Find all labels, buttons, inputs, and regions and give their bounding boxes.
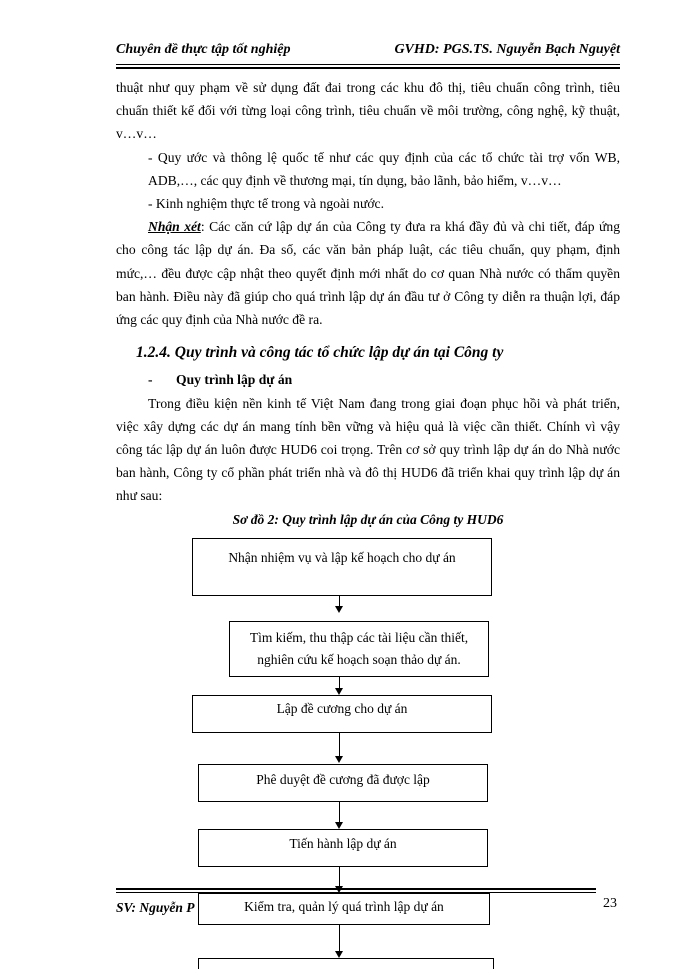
arrow-head-4 [335, 822, 343, 829]
flow-step-3-text: Lập đề cương cho dự án [276, 701, 408, 716]
flow-step-4-text: Phê duyệt đề cương đã được lập [256, 772, 430, 787]
header-advisor: GVHD: PGS.TS. Nguyễn Bạch Nguyệt [394, 42, 620, 57]
arrow-head-3 [335, 756, 343, 763]
flow-step-3 [192, 695, 492, 733]
page-number: 23 [603, 896, 617, 911]
sub-heading-text: Quy trình lập dự án [176, 372, 293, 388]
header-title: Chuyên đề thực tập tốt nghiệp [116, 42, 291, 57]
diagram-title: Sơ đồ 2: Quy trình lập dự án của Công ty HUD6 [232, 512, 504, 527]
header-rule [116, 64, 620, 65]
paragraph-remark [116, 215, 620, 331]
footer-student: SV: Nguyễn P [116, 900, 195, 915]
remark-text: : Các căn cứ lập dự án của Công ty đưa ra khá đầy đủ và chi tiết, đáp ứng cho công tác lập dự án. Đa số, các văn bản pháp luật, các tiêu chuẩn, quy phạm, định mức,… đều được cập nhật theo quyết định mới nhất do cơ quan Nhà nước có thẩm quyền ban hành. Điều này đã giúp cho quá trình lập dự án đầu tư ở Công ty diễn ra thuận lợi, đáp ứng các quy định của Nhà nước đề ra. [116, 219, 620, 328]
paragraph-1: thuật như quy phạm về sử dụng đất đai trong các khu đô thị, tiêu chuẩn công trình, tiêu chuẩn thiết kế đối với từng loại công trình, tiêu chuẩn về môi trường, công nghệ, kỹ thuật, v…v… [116, 80, 620, 142]
flow-step-5 [198, 829, 488, 867]
flow-step-2-line2: nghiên cứu kế hoạch soạn thảo dự án. [257, 652, 461, 667]
remark-label: Nhận xét [148, 219, 201, 235]
flow-step-6-text: Kiểm tra, quản lý quá trình lập dự án [244, 899, 444, 914]
flow-step-2 [229, 621, 489, 677]
flow-step-2-line1: Tìm kiếm, thu thập các tài liệu cần thiết, [249, 630, 469, 645]
bullet-international: - Quy ước và thông lệ quốc tế như các quy định của các tổ chức tài trợ vốn WB, ADB,…, các quy định về thương mại, tín dụng, bảo lãnh, bảo hiểm, v…v… [148, 149, 620, 188]
flow-arrow-4 [339, 801, 340, 823]
flow-arrow-3 [339, 732, 340, 757]
flow-arrow-5 [339, 866, 340, 887]
sub-heading [116, 368, 620, 391]
header-rule-thick [116, 67, 620, 69]
paragraph-process: Trong điều kiện nền kinh tế Việt Nam đang trong giai đoạn phục hồi và phát triển, việc xây dựng các dự án mang tính bền vững và hiệu quả là việc cần thiết. Chính vì vậy công tác lập dự án luôn được HUD6 coi trọng. Trên cơ sở quy trình lập dự án do Nhà nước ban hành, Công ty cổ phần phát triển nhà và đô thị HUD6 đã triển khai quy trình lập dự án như sau: [116, 395, 620, 504]
body-text [116, 76, 620, 508]
flow-step-6 [198, 893, 490, 925]
arrow-head-1 [335, 606, 343, 613]
flow-arrow-6 [339, 924, 340, 952]
flow-step-5-text: Tiến hành lập dự án [289, 836, 397, 851]
arrow-head-6 [335, 951, 343, 958]
flow-step-1-text: Nhận nhiệm vụ và lập kế hoạch cho dự án [228, 550, 456, 565]
flow-step-4 [198, 764, 488, 802]
section-heading: 1.2.4. Quy trình và công tác tổ chức lập dự án tại Công ty [136, 344, 504, 362]
bullet-experience: - Kinh nghiệm thực tế trong và ngoài nước. [148, 196, 384, 212]
flow-step-1 [192, 538, 492, 596]
arrow-head-2 [335, 688, 343, 695]
sub-heading-dash: - [148, 372, 153, 388]
footer-rule-thick [116, 888, 596, 890]
